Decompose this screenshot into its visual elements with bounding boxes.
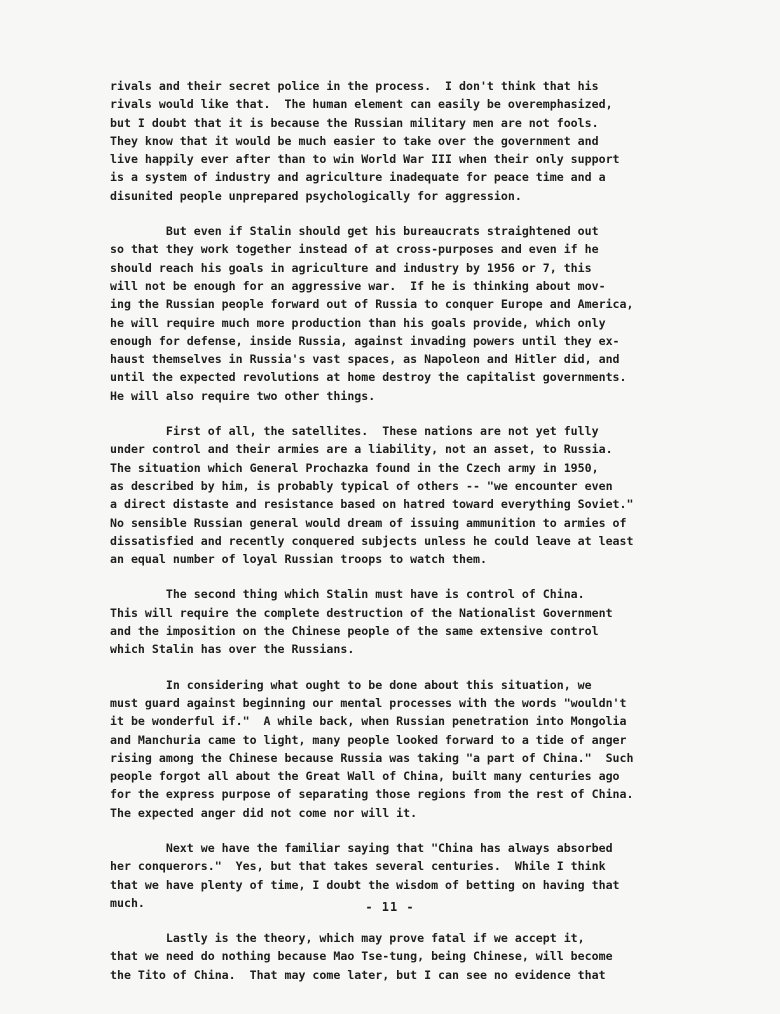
body-text [110, 77, 720, 984]
text-line: so that they work together instead of at cross-purposes and even if he [110, 242, 599, 257]
text-line: that we have plenty of time, I doubt the wisdom of betting on having that [110, 877, 620, 892]
text-line: must guard against beginning our mental processes with the words "wouldn't [110, 695, 627, 710]
text-line: But even if Stalin should get his bureaucrats straightened out [110, 224, 599, 239]
paragraph [110, 77, 720, 205]
text-line: First of all, the satellites. These nations are not yet fully [110, 424, 599, 439]
text-line: rivals and their secret police in the process. I don't think that his [110, 79, 599, 93]
text-line: but I doubt that it is because the Russian military men are not fools. [110, 115, 599, 130]
text-line: No sensible Russian general would dream of issuing ammunition to armies of [110, 515, 627, 530]
text-line: and the imposition on the Chinese people of the same extensive control [110, 624, 599, 639]
text-line: enough for defense, inside Russia, against invading powers until they ex- [110, 333, 620, 348]
text-line: it be wonderful if." A while back, when Russian penetration into Mongolia [110, 714, 627, 729]
text-line: The second thing which Stalin must have is control of China. [110, 587, 585, 602]
text-line: he will require much more production than his goals provide, which only [110, 315, 606, 330]
text-line: disunited people unprepared psychologically for aggression. [110, 188, 522, 203]
paragraph [110, 422, 720, 568]
text-line: which Stalin has over the Russians. [110, 642, 355, 657]
text-line: haust themselves in Russia's vast spaces, as Napoleon and Hitler did, and [110, 352, 620, 367]
paragraph [110, 929, 720, 984]
text-line: will not be enough for an aggressive war. If he is thinking about mov- [110, 278, 606, 293]
text-line: the Tito of China. That may come later, but I can see no evidence that [110, 967, 606, 982]
text-line: The situation which General Prochazka found in the Czech army in 1950, [110, 460, 599, 475]
text-line: people forgot all about the Great Wall of China, built many centuries ago [110, 769, 620, 784]
text-line: an equal number of loyal Russian troops to watch them. [110, 552, 487, 567]
text-line: This will require the complete destruction of the Nationalist Government [110, 605, 613, 620]
text-line: as described by him, is probably typical of others -- "we encounter even [110, 478, 613, 493]
paragraph [110, 676, 720, 822]
text-line: is a system of industry and agriculture inadequate for peace time and a [110, 170, 606, 185]
text-line: for the express purpose of separating those regions from the rest of China. [110, 787, 634, 802]
text-line: live happily ever after than to win World War III when their only support [110, 152, 620, 167]
text-line: a direct distaste and resistance based on hatred toward everything Soviet." [110, 497, 634, 512]
text-line: that we need do nothing because Mao Tse-tung, being Chinese, will become [110, 949, 613, 964]
text-line: and Manchuria came to light, many people looked forward to a tide of anger [110, 732, 627, 747]
text-line: should reach his goals in agriculture and industry by 1956 or 7, this [110, 260, 592, 275]
text-line: rivals would like that. The human element can easily be overemphasized, [110, 97, 613, 112]
text-line: rising among the Chinese because Russia was taking "a part of China." Such [110, 750, 634, 765]
text-line: The expected anger did not come nor will it. [110, 805, 418, 820]
text-line: Lastly is the theory, which may prove fatal if we accept it, [110, 931, 585, 946]
paragraph [110, 222, 720, 405]
text-line: until the expected revolutions at home destroy the capitalist governments. [110, 370, 627, 385]
paragraph [110, 585, 720, 658]
text-line: They know that it would be much easier to take over the government and [110, 133, 599, 148]
page-number: - 11 - [365, 900, 415, 914]
text-line: dissatisfied and recently conquered subjects unless he could leave at least [110, 533, 634, 548]
text-line: ing the Russian people forward out of Russia to conquer Europe and America, [110, 297, 634, 312]
text-line: her conquerors." Yes, but that takes several centuries. While I think [110, 859, 606, 874]
text-line: In considering what ought to be done about this situation, we [110, 677, 592, 692]
text-line: Next we have the familiar saying that "China has always absorbed [110, 840, 613, 855]
text-line: under control and their armies are a liability, not an asset, to Russia. [110, 442, 613, 457]
text-line: He will also require two other things. [110, 388, 376, 403]
text-line: much. [110, 895, 145, 910]
